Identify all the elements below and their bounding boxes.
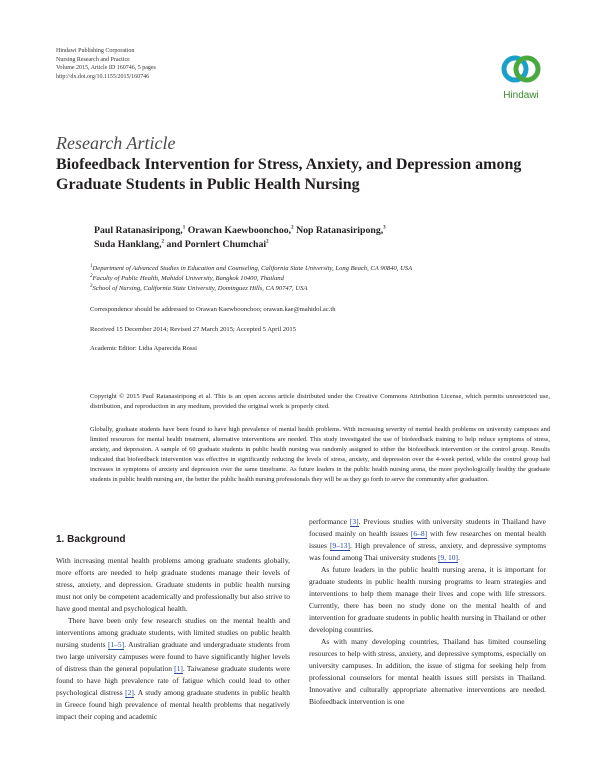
- abstract: Globally, graduate students have been found to have high prevalence of mental health problems. With increasing severity of mental health problems on university campuses and limited resources for mental health treatment, alternative interventions are needed. This study investigated the use of biofeedback training to help reduce symptoms of stress, anxiety, and depression. A sample of 60 graduate students in public health nursing was randomly assigned to either the biofeedback intervention or the control group. Results indicated that biofeedback intervention was effective in significantly reducing the levels of stress, anxiety, and depression over the 4-week period, while the control group had increases in symptoms of anxiety and depression over the same timeframe. As future leaders in the public health nursing arena, the more psychologically healthy the graduate students in public health nursing are, the better the public health nursing professionals they will be as they go forth to serve the community after graduation.: [90, 426, 550, 483]
- citation-link[interactable]: [1]: [174, 664, 183, 673]
- affiliations: [90, 264, 550, 294]
- author: Paul Ratanasiripong,: [94, 225, 183, 236]
- citation-link[interactable]: [2]: [125, 688, 134, 697]
- journal-doi[interactable]: http://dx.doi.org/10.1155/2015/160746: [56, 73, 150, 80]
- paragraph: With increasing mental health problems among graduate students globally, more efforts are needed to help graduate students manage their levels of stress, anxiety, and depression. Graduate students in public health nursing must not only be competent academically and professionally but also strive to have good mental and psychological health.: [56, 556, 290, 613]
- section-heading: 1. Background: [56, 534, 126, 545]
- paragraph: As future leaders in the public health nursing arena, it is important for graduate students in public health nursing programs to learn strategies and interventions to help them manage their lives and cope with life stressors. Currently, there has been no study done on the mental health of and intervention for graduate students in public health nursing in Thailand or other developing countries.: [309, 565, 546, 634]
- publisher: Hindawi Publishing Corporation: [56, 48, 135, 54]
- article-type: Research Article: [56, 133, 176, 153]
- affiliation: $^1$Department of Advanced Studies in Education and Counseling, California State University, Long Beach, CA 90840, USA: [90, 263, 413, 272]
- paragraph: There have been only few research studies on the mental health and interventions among graduate students, with limited studies on public health nursing students [1–5]. Australian graduate and undergraduate students from two large university campuses were found to have significantly higher levels of distress than the general population [1]. Taiwanese graduate students were found to have high prevalence rate of fatigue which could lead to other psychological distress [2]. A study among graduate students in public health in Greece found high prevalence of mental health problems that negatively impact their coping and academic: [56, 616, 290, 721]
- citation-link[interactable]: [6–8]: [410, 529, 428, 538]
- citation-link[interactable]: [9–13]: [330, 541, 351, 550]
- citation-link[interactable]: [1–5]: [107, 640, 125, 649]
- author: Orawan Kaewboonchoo,: [187, 225, 292, 236]
- body-column-left: [56, 534, 290, 723]
- citation-link[interactable]: [3]: [349, 517, 359, 526]
- article-title: Biofeedback Intervention for Stress, Anxiety, and Depression among Graduate Students in Public Health Nursing: [56, 156, 522, 193]
- citation-link[interactable]: [9, 10]: [438, 553, 459, 562]
- article-dates: Received 15 December 2014; Revised 27 March 2015; Accepted 5 April 2015: [90, 326, 296, 333]
- author-list: Paul Ratanasiripong,$^1$ Orawan Kaewboonchoo,$^2$ Nop Ratanasiripong,$^3$ Suda Hanklang,$^2$ and Pornlert Chumchai$^2$: [94, 225, 386, 250]
- author: Suda Hanklang,: [94, 239, 162, 250]
- copyright-notice: Copyright © 2015 Paul Ratanasiripong et al. This is an open access article distributed under the Creative Commons Attribution License, which permits unrestricted use, distribution, and reproduction in any medium, provided the original work is properly cited.: [90, 393, 550, 410]
- logo-text: Hindawi: [503, 90, 539, 101]
- paragraph: As with many developing countries, Thailand has limited counseling resources to help with stress, anxiety, and depressive symptoms, especially on university campuses. In addition, the issue of stigma for seeking help from professional counselors for mental health issues still persists in Thailand. Innovative and culturally appropriate alternative interventions are needed. Biofeedback intervention is one: [309, 637, 546, 706]
- hindawi-logo: [491, 50, 551, 106]
- body-column-right: [309, 516, 546, 708]
- affiliation: $^2$Faculty of Public Health, Mahidol University, Bangkok 10400, Thailand: [90, 273, 284, 282]
- hindawi-logo-icon: [491, 50, 551, 90]
- journal-info: [56, 47, 156, 81]
- journal-volume: Volume 2015, Article ID 160746, 5 pages: [56, 65, 156, 72]
- author: Nop Ratanasiripong,: [296, 225, 384, 236]
- correspondence: Correspondence should be addressed to Orawan Kaewboonchoo; orawan.kae@mahidol.ac.th: [90, 306, 336, 313]
- author: and Pornlert Chumchai: [166, 239, 267, 250]
- affiliation: $^3$School of Nursing, California State University, Dominguez Hills, CA 90747, USA: [90, 283, 308, 292]
- journal-name: Nursing Research and Practice: [56, 56, 130, 63]
- paragraph: performance [3]. Previous studies with university students in Thailand have focused mainly on health issues [6–8] with few researches on mental health issues [9–13]. High prevalence of stress, anxiety, and depressive symptoms was found among Thai university students [9, 10].: [309, 517, 546, 562]
- academic-editor: Academic Editor: Lidia Aparecida Rossi: [90, 345, 197, 352]
